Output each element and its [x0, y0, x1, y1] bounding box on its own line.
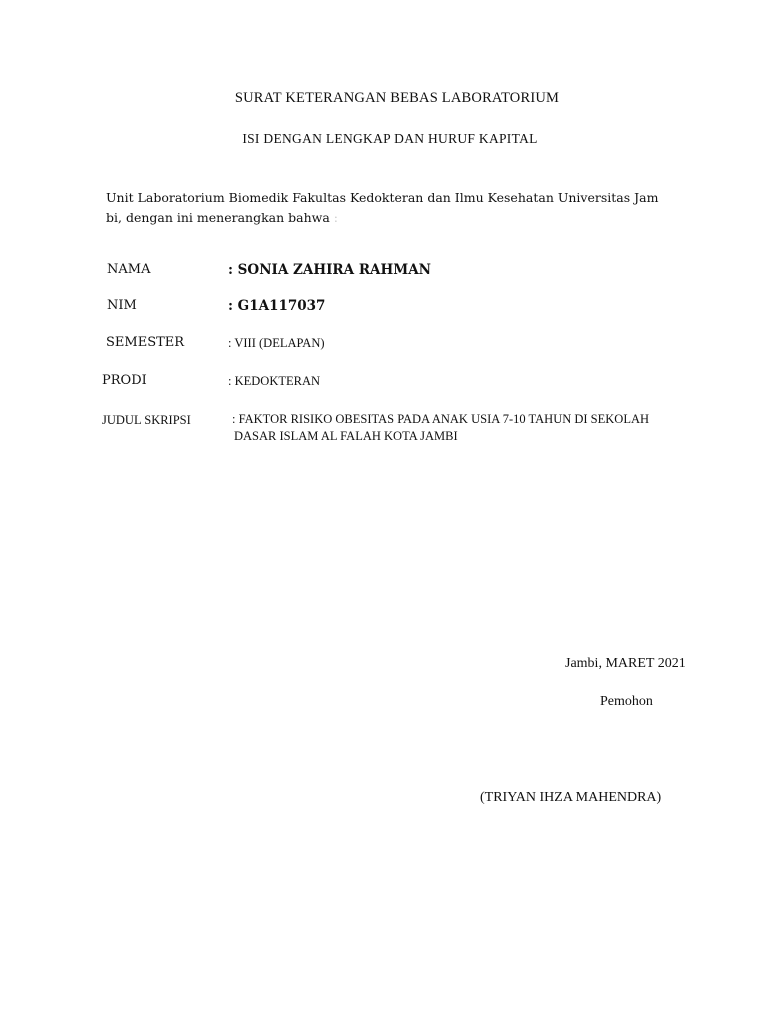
intro-line-1: Unit Laboratorium Biomedik Fakultas Kedokteran dan Ilmu Kesehatan Universitas Jam	[106, 190, 659, 205]
judul-line-2: DASAR ISLAM AL FALAH KOTA JAMBI	[234, 429, 458, 443]
judul-line-1: : FAKTOR RISIKO OBESITAS PADA ANAK USIA 7-10 TAHUN DI SEKOLAH	[232, 412, 650, 426]
field-value-prodi: : KEDOKTERAN	[228, 374, 321, 388]
field-value-nim: : G1A117037	[228, 298, 326, 314]
intro-line-2-text: bi, dengan ini menerangkan bahwa	[106, 210, 330, 225]
intro-colon: :	[333, 210, 338, 225]
field-value-semester: : VIII (DELAPAN)	[228, 336, 325, 350]
field-label-nama: NAMA	[107, 262, 151, 277]
field-label-judul-skripsi: JUDUL SKRIPSI	[102, 413, 191, 427]
document-subtitle: ISI DENGAN LENGKAP DAN HURUF KAPITAL	[242, 131, 538, 146]
field-value-judul-skripsi	[232, 411, 702, 445]
field-label-semester: SEMESTER	[106, 335, 185, 350]
field-label-prodi: PRODI	[102, 373, 147, 388]
applicant-name: (TRIYAN IHZA MAHENDRA)	[480, 790, 662, 805]
field-value-nama: : SONIA ZAHIRA RAHMAN	[228, 262, 432, 278]
field-label-nim: NIM	[107, 298, 137, 313]
place-date: Jambi, MARET 2021	[565, 656, 686, 671]
intro-line-2	[106, 208, 676, 228]
document-title: SURAT KETERANGAN BEBAS LABORATORIUM	[234, 90, 560, 106]
intro-paragraph	[106, 188, 676, 228]
applicant-label: Pemohon	[600, 694, 653, 709]
